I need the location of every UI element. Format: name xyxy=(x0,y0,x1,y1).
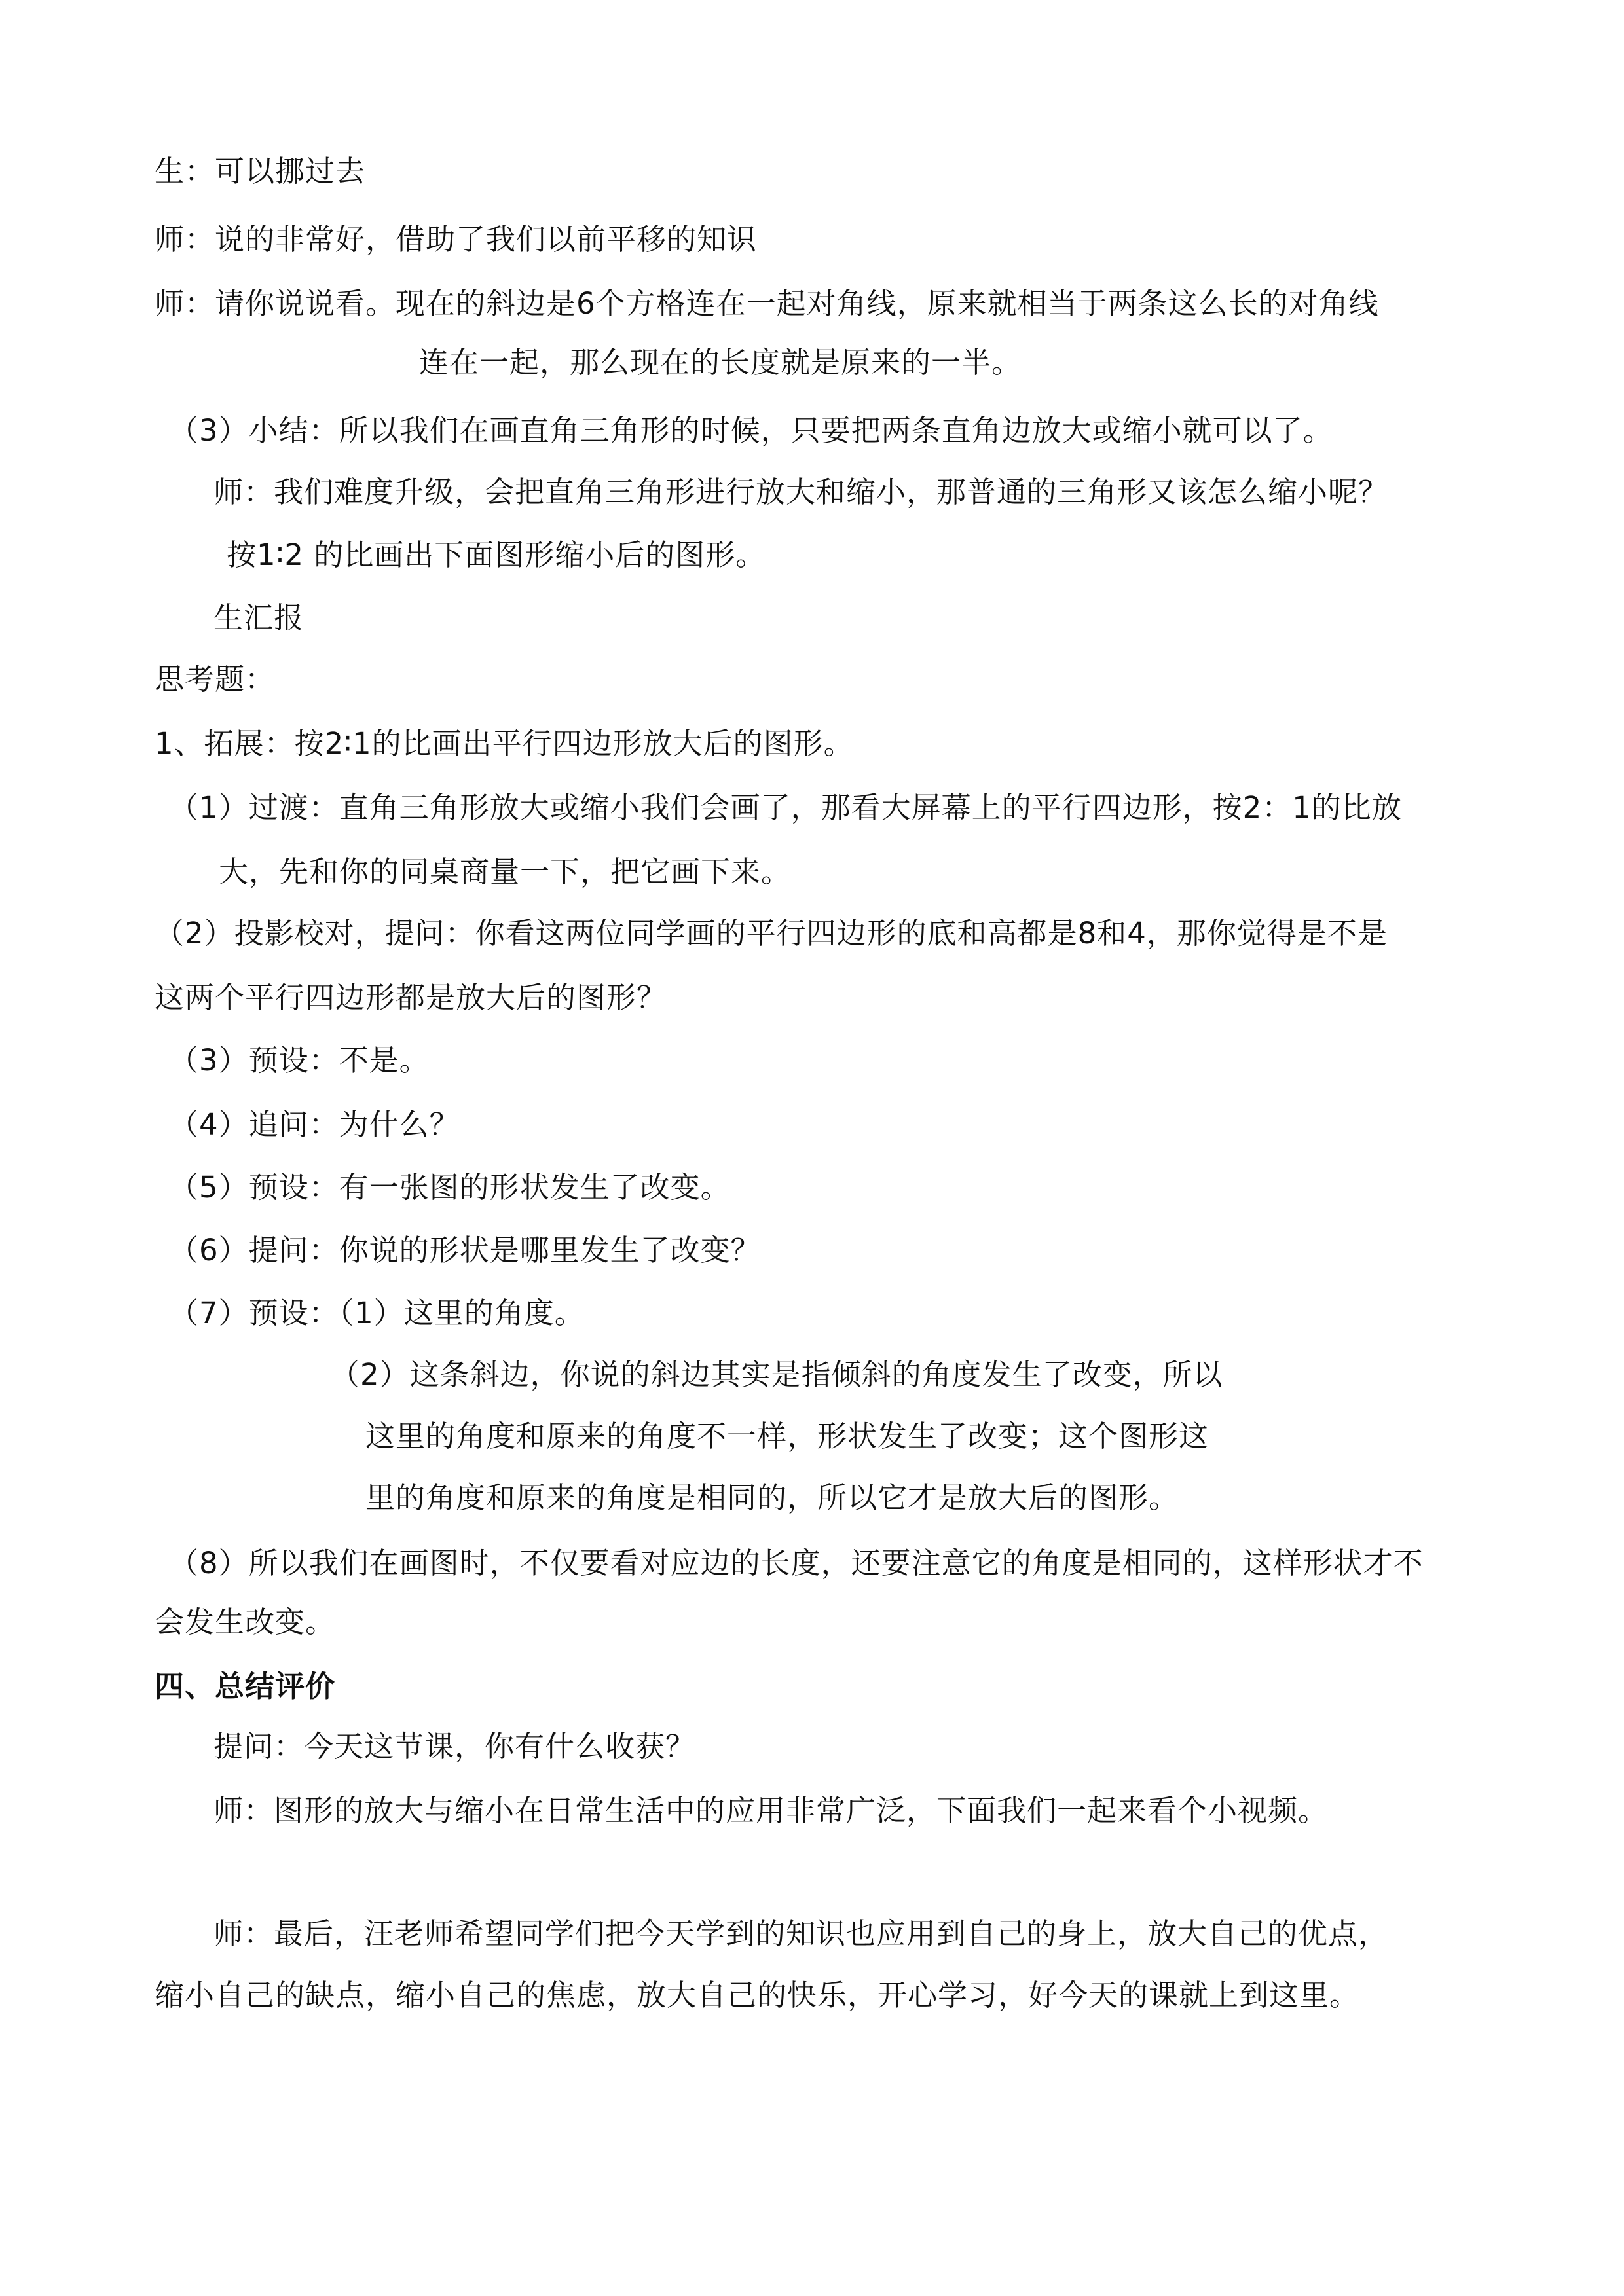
text-line-2: 师：说的非常好，借助了我们以前平移的知识 xyxy=(155,222,758,257)
text-line-26: 提问：今天这节课，你有什么收获？ xyxy=(213,1729,696,1764)
text-line-5: （3）小结：所以我们在画直角三角形的时候，只要把两条直角边放大或缩小就可以了。 xyxy=(169,413,1333,448)
text-line-14: 这两个平行四边形都是放大后的图形？ xyxy=(155,980,667,1015)
text-line-28: 师：最后，汪老师希望同学们把今天学到的知识也应用到自己的身上，放大自己的优点， xyxy=(213,1916,1389,1951)
text-line-17: （5）预设：有一张图的形状发生了改变。 xyxy=(169,1170,731,1205)
text-line-18: （6）提问：你说的形状是哪里发生了改变？ xyxy=(169,1233,761,1267)
text-line-9: 思考题： xyxy=(155,662,276,697)
text-line-29: 缩小自己的缺点，缩小自己的焦虑，放大自己的快乐，开心学习，好今天的课就上到这里。 xyxy=(155,1978,1360,2013)
text-line-21: 这里的角度和原来的角度不一样，形状发生了改变；这个图形这 xyxy=(365,1419,1209,1453)
text-line-12: 大，先和你的同桌商量一下，把它画下来。 xyxy=(219,854,792,889)
text-line-8: 生汇报 xyxy=(213,600,304,635)
text-line-13: （2）投影校对，提问：你看这两位同学画的平行四边形的底和高都是8和4，那你觉得是不是 xyxy=(155,916,1388,951)
text-line-23: （8）所以我们在画图时，不仅要看对应边的长度，还要注意它的角度是相同的，这样形状才不 xyxy=(169,1546,1424,1580)
text-line-10: 1、拓展：按2∶1的比画出平行四边形放大后的图形。 xyxy=(155,726,854,761)
text-line-7: 按1∶2 的比画出下面图形缩小后的图形。 xyxy=(227,538,766,572)
text-line-24: 会发生改变。 xyxy=(155,1605,336,1639)
text-line-27: 师：图形的放大与缩小在日常生活中的应用非常广泛，下面我们一起来看个小视频。 xyxy=(213,1793,1329,1828)
section-heading: 四、总结评价 xyxy=(155,1669,336,1704)
text-line-4: 连在一起，那么现在的长度就是原来的一半。 xyxy=(419,345,1022,380)
text-line-22: 里的角度和原来的角度是相同的，所以它才是放大后的图形。 xyxy=(365,1480,1179,1515)
text-line-19: （7）预设：（1）这里的角度。 xyxy=(169,1296,585,1330)
text-line-1: 生：可以挪过去 xyxy=(155,154,366,189)
text-line-16: （4）追问：为什么？ xyxy=(169,1107,460,1142)
text-line-20: （2）这条斜边，你说的斜边其实是指倾斜的角度发生了改变，所以 xyxy=(330,1357,1223,1392)
text-line-6: 师：我们难度升级，会把直角三角形进行放大和缩小，那普通的三角形又该怎么缩小呢？ xyxy=(213,475,1389,509)
text-line-3: 师：请你说说看。现在的斜边是6个方格连在一起对角线，原来就相当于两条这么长的对角线 xyxy=(155,286,1379,321)
text-line-11: （1）过渡：直角三角形放大或缩小我们会画了，那看大屏幕上的平行四边形，按2：1的比放 xyxy=(169,790,1402,825)
text-line-15: （3）预设：不是。 xyxy=(169,1043,430,1078)
